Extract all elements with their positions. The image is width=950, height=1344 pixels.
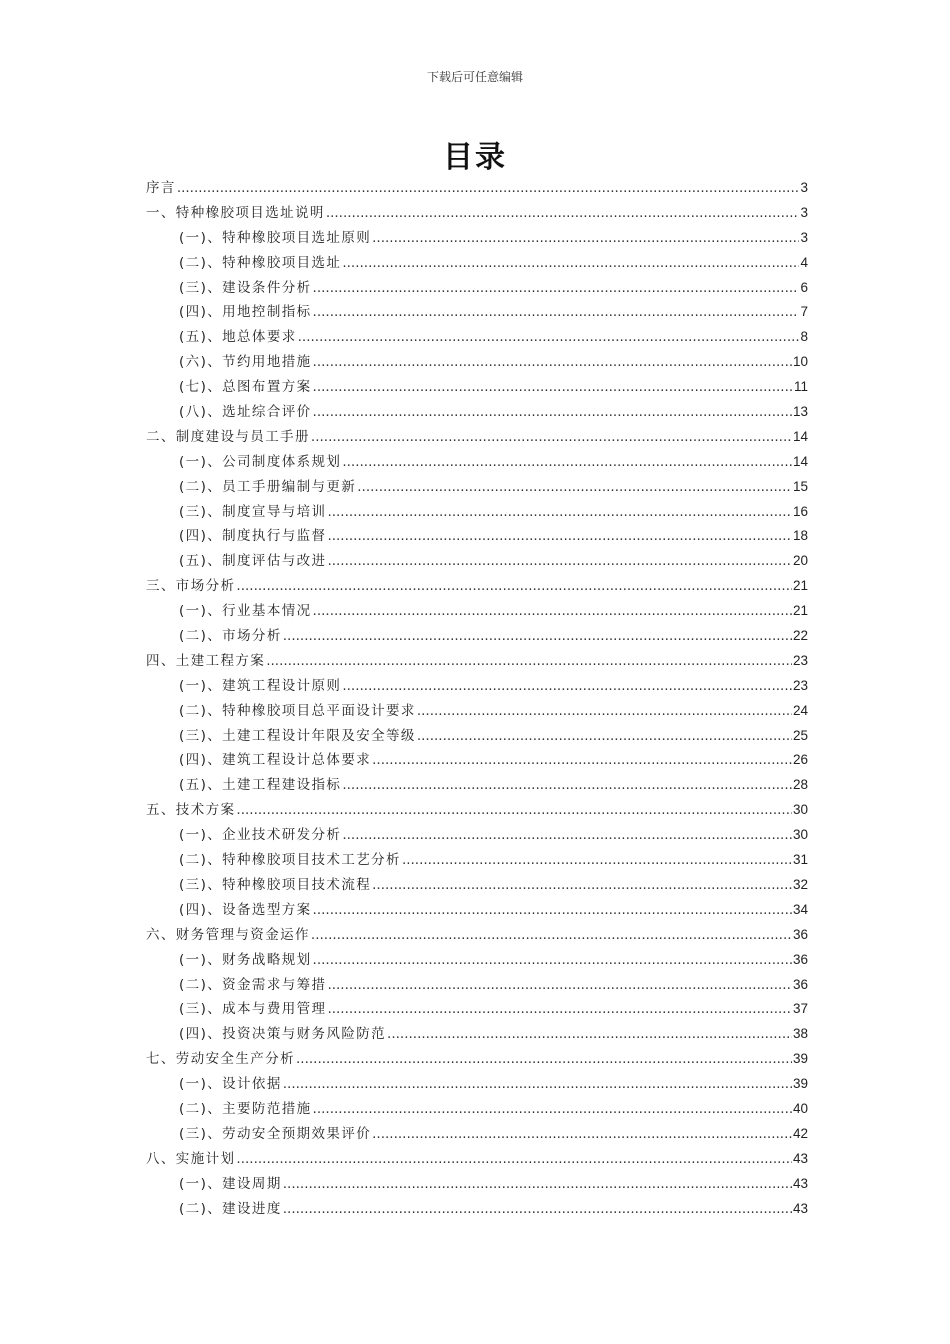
toc-dot-leader bbox=[283, 1197, 792, 1222]
toc-dot-leader bbox=[313, 400, 792, 425]
toc-dot-leader bbox=[266, 649, 792, 674]
toc-entry-page-number: 42 bbox=[792, 1125, 808, 1141]
toc-entry[interactable] bbox=[146, 300, 808, 325]
toc-dot-leader bbox=[313, 276, 800, 301]
toc-entry-page-number: 11 bbox=[793, 379, 808, 395]
toc-entry-page-number: 43 bbox=[792, 1175, 808, 1191]
toc-entry[interactable] bbox=[146, 624, 808, 649]
toc-entry[interactable] bbox=[146, 1072, 808, 1097]
toc-entry[interactable] bbox=[146, 350, 808, 375]
toc-entry-label: (三)、劳动安全预期效果评价 bbox=[179, 1125, 372, 1142]
toc-dot-leader bbox=[283, 1172, 792, 1197]
toc-dot-leader bbox=[342, 251, 799, 276]
toc-entry-page-number: 26 bbox=[792, 752, 808, 768]
toc-entry-page-number: 36 bbox=[792, 976, 808, 992]
toc-entry-page-number: 31 bbox=[792, 852, 808, 868]
toc-entry-label: (一)、建筑工程设计原则 bbox=[179, 677, 342, 694]
toc-dot-leader bbox=[342, 823, 792, 848]
toc-dot-leader bbox=[327, 500, 792, 525]
toc-entry-label: 五、技术方案 bbox=[146, 802, 236, 819]
toc-dot-leader bbox=[327, 997, 792, 1022]
toc-entry-label: (二)、资金需求与筹措 bbox=[179, 976, 327, 993]
toc-dot-leader bbox=[402, 848, 792, 873]
toc-dot-leader bbox=[372, 748, 792, 773]
toc-entry[interactable] bbox=[146, 375, 808, 400]
toc-entry-label: (四)、建筑工程设计总体要求 bbox=[179, 752, 372, 769]
toc-dot-leader bbox=[296, 1047, 792, 1072]
toc-entry[interactable] bbox=[146, 599, 808, 624]
toc-entry-label: (四)、制度执行与监督 bbox=[179, 528, 327, 545]
toc-entry[interactable] bbox=[146, 699, 808, 724]
toc-entry[interactable] bbox=[146, 1197, 808, 1222]
toc-dot-leader bbox=[372, 873, 792, 898]
toc-entry-page-number: 13 bbox=[792, 404, 808, 420]
toc-entry[interactable] bbox=[146, 823, 808, 848]
toc-entry[interactable] bbox=[146, 997, 808, 1022]
toc-entry[interactable] bbox=[146, 724, 808, 749]
toc-entry-page-number: 38 bbox=[792, 1026, 808, 1042]
toc-entry[interactable] bbox=[146, 748, 808, 773]
toc-entry[interactable] bbox=[146, 400, 808, 425]
toc-entry-page-number: 14 bbox=[792, 428, 808, 444]
toc-entry[interactable] bbox=[146, 276, 808, 301]
toc-dot-leader bbox=[311, 425, 792, 450]
toc-dot-leader bbox=[236, 1147, 792, 1172]
toc-entry-page-number: 39 bbox=[792, 1076, 808, 1092]
toc-entry[interactable] bbox=[146, 674, 808, 699]
toc-dot-leader bbox=[236, 574, 792, 599]
toc-entry-page-number: 40 bbox=[792, 1100, 808, 1116]
toc-entry[interactable] bbox=[146, 923, 808, 948]
toc-entry-label: 二、制度建设与员工手册 bbox=[146, 428, 310, 445]
toc-entry[interactable] bbox=[146, 773, 808, 798]
toc-entry-page-number: 43 bbox=[792, 1150, 808, 1166]
toc-entry-label: (二)、特种橡胶项目选址 bbox=[179, 254, 342, 271]
toc-entry-label: 序言 bbox=[146, 180, 176, 196]
toc-entry-label: (五)、制度评估与改进 bbox=[179, 553, 327, 570]
toc-entry-label: (三)、特种橡胶项目技术流程 bbox=[179, 876, 372, 893]
page-header: 下载后可任意编辑 bbox=[426, 70, 523, 84]
toc-entry-page-number: 6 bbox=[800, 279, 808, 295]
toc-entry-page-number: 34 bbox=[792, 901, 808, 917]
toc-entry-label: (二)、特种橡胶项目总平面设计要求 bbox=[179, 702, 416, 719]
toc-entry-page-number: 15 bbox=[792, 478, 808, 494]
toc-entry-page-number: 7 bbox=[800, 304, 808, 320]
toc-dot-leader bbox=[372, 226, 799, 251]
toc-dot-leader bbox=[313, 350, 792, 375]
toc-dot-leader bbox=[342, 450, 792, 475]
toc-dot-leader bbox=[311, 923, 792, 948]
toc-dot-leader bbox=[327, 524, 792, 549]
toc-dot-leader bbox=[313, 300, 800, 325]
toc-entry-page-number: 23 bbox=[792, 677, 808, 693]
toc-entry-page-number: 20 bbox=[792, 553, 808, 569]
toc-entry-page-number: 4 bbox=[800, 254, 808, 270]
toc-entry[interactable] bbox=[146, 873, 808, 898]
toc-entry-page-number: 3 bbox=[800, 204, 808, 220]
toc-entry-label: (二)、特种橡胶项目技术工艺分析 bbox=[179, 852, 401, 869]
toc-entry[interactable] bbox=[146, 500, 808, 525]
toc-dot-leader bbox=[236, 798, 792, 823]
table-of-contents bbox=[146, 176, 808, 1221]
toc-dot-leader bbox=[387, 1022, 792, 1047]
toc-entry-page-number: 14 bbox=[792, 453, 808, 469]
toc-entry-page-number: 36 bbox=[792, 926, 808, 942]
toc-entry[interactable] bbox=[146, 898, 808, 923]
toc-dot-leader bbox=[177, 176, 800, 201]
toc-entry[interactable] bbox=[146, 524, 808, 549]
toc-entry-page-number: 3 bbox=[800, 229, 808, 245]
toc-entry-label: 七、劳动安全生产分析 bbox=[146, 1051, 295, 1068]
toc-entry[interactable] bbox=[146, 973, 808, 998]
toc-entry-page-number: 22 bbox=[792, 628, 808, 644]
toc-entry-label: (一)、公司制度体系规划 bbox=[179, 453, 342, 470]
toc-entry-label: (八)、选址综合评价 bbox=[179, 404, 312, 421]
toc-dot-leader bbox=[326, 201, 800, 226]
toc-entry-page-number: 43 bbox=[792, 1200, 808, 1216]
toc-entry-label: 六、财务管理与资金运作 bbox=[146, 926, 310, 943]
toc-entry-label: (一)、特种橡胶项目选址原则 bbox=[179, 229, 372, 246]
toc-entry-page-number: 24 bbox=[792, 702, 808, 718]
toc-entry[interactable] bbox=[146, 574, 808, 599]
toc-entry-label: (一)、行业基本情况 bbox=[179, 603, 312, 620]
toc-entry-page-number: 25 bbox=[792, 727, 808, 743]
toc-entry-label: (二)、员工手册编制与更新 bbox=[179, 478, 357, 495]
toc-dot-leader bbox=[313, 1097, 792, 1122]
toc-dot-leader bbox=[283, 1072, 792, 1097]
toc-entry-page-number: 18 bbox=[792, 528, 808, 544]
toc-entry-label: (一)、企业技术研发分析 bbox=[179, 827, 342, 844]
toc-entry-label: (二)、市场分析 bbox=[179, 628, 282, 645]
toc-entry[interactable] bbox=[146, 1097, 808, 1122]
toc-entry[interactable] bbox=[146, 450, 808, 475]
toc-dot-leader bbox=[357, 475, 792, 500]
toc-entry-label: (七)、总图布置方案 bbox=[179, 379, 312, 396]
toc-dot-leader bbox=[313, 599, 792, 624]
toc-entry[interactable] bbox=[146, 1172, 808, 1197]
toc-entry[interactable] bbox=[146, 251, 808, 276]
toc-entry-page-number: 30 bbox=[792, 802, 808, 818]
toc-entry-label: (三)、成本与费用管理 bbox=[179, 1001, 327, 1018]
toc-entry-label: (六)、节约用地措施 bbox=[179, 354, 312, 371]
toc-dot-leader bbox=[313, 375, 793, 400]
toc-entry-page-number: 28 bbox=[792, 777, 808, 793]
toc-entry[interactable] bbox=[146, 1122, 808, 1147]
toc-entry-label: 三、市场分析 bbox=[146, 578, 236, 595]
toc-entry[interactable] bbox=[146, 1147, 808, 1172]
toc-dot-leader bbox=[417, 699, 792, 724]
toc-entry[interactable] bbox=[146, 325, 808, 350]
toc-entry-page-number: 37 bbox=[792, 1001, 808, 1017]
toc-entry[interactable] bbox=[146, 798, 808, 823]
toc-dot-leader bbox=[283, 624, 792, 649]
toc-entry-label: (四)、投资决策与财务风险防范 bbox=[179, 1026, 387, 1043]
toc-entry[interactable] bbox=[146, 549, 808, 574]
toc-dot-leader bbox=[417, 724, 792, 749]
toc-entry-label: (二)、主要防范措施 bbox=[179, 1100, 312, 1117]
toc-entry-label: 四、土建工程方案 bbox=[146, 652, 266, 669]
toc-entry-label: 一、特种橡胶项目选址说明 bbox=[146, 204, 325, 221]
toc-dot-leader bbox=[342, 773, 792, 798]
toc-entry-label: (二)、建设进度 bbox=[179, 1200, 282, 1217]
toc-dot-leader bbox=[298, 325, 800, 350]
toc-entry-page-number: 3 bbox=[800, 180, 808, 195]
toc-dot-leader bbox=[342, 674, 792, 699]
toc-dot-leader bbox=[327, 973, 792, 998]
toc-entry-label: (五)、土建工程建设指标 bbox=[179, 777, 342, 794]
toc-entry-label: (三)、土建工程设计年限及安全等级 bbox=[179, 727, 416, 744]
toc-entry[interactable] bbox=[146, 649, 808, 674]
toc-entry-label: (四)、用地控制指标 bbox=[179, 304, 312, 321]
toc-entry[interactable] bbox=[146, 475, 808, 500]
toc-entry-page-number: 30 bbox=[792, 827, 808, 843]
toc-entry-page-number: 10 bbox=[792, 354, 808, 370]
toc-entry[interactable] bbox=[146, 226, 808, 251]
toc-entry[interactable] bbox=[146, 1047, 808, 1072]
toc-entry-page-number: 32 bbox=[792, 876, 808, 892]
toc-entry[interactable] bbox=[146, 1022, 808, 1047]
toc-dot-leader bbox=[372, 1122, 792, 1147]
toc-entry-label: (三)、建设条件分析 bbox=[179, 279, 312, 296]
toc-dot-leader bbox=[327, 549, 792, 574]
toc-entry[interactable] bbox=[146, 425, 808, 450]
toc-entry-page-number: 21 bbox=[792, 578, 808, 594]
page-title: 目录 bbox=[443, 140, 507, 175]
toc-entry-label: (四)、设备选型方案 bbox=[179, 901, 312, 918]
toc-entry-page-number: 8 bbox=[800, 329, 808, 345]
toc-entry-label: (一)、设计依据 bbox=[179, 1076, 282, 1093]
toc-entry-page-number: 36 bbox=[792, 951, 808, 967]
toc-entry[interactable] bbox=[146, 176, 808, 201]
toc-dot-leader bbox=[313, 898, 792, 923]
toc-entry-label: (三)、制度宣导与培训 bbox=[179, 503, 327, 520]
toc-entry[interactable] bbox=[146, 948, 808, 973]
toc-entry-page-number: 39 bbox=[792, 1051, 808, 1067]
toc-entry-label: (五)、地总体要求 bbox=[179, 329, 297, 346]
toc-entry-page-number: 21 bbox=[792, 603, 808, 619]
toc-entry-page-number: 23 bbox=[792, 652, 808, 668]
toc-entry[interactable] bbox=[146, 201, 808, 226]
toc-entry-label: (一)、建设周期 bbox=[179, 1175, 282, 1192]
toc-dot-leader bbox=[313, 948, 792, 973]
toc-entry-page-number: 16 bbox=[792, 503, 808, 519]
toc-entry-label: (一)、财务战略规划 bbox=[179, 951, 312, 968]
toc-entry[interactable] bbox=[146, 848, 808, 873]
toc-entry-label: 八、实施计划 bbox=[146, 1150, 236, 1167]
